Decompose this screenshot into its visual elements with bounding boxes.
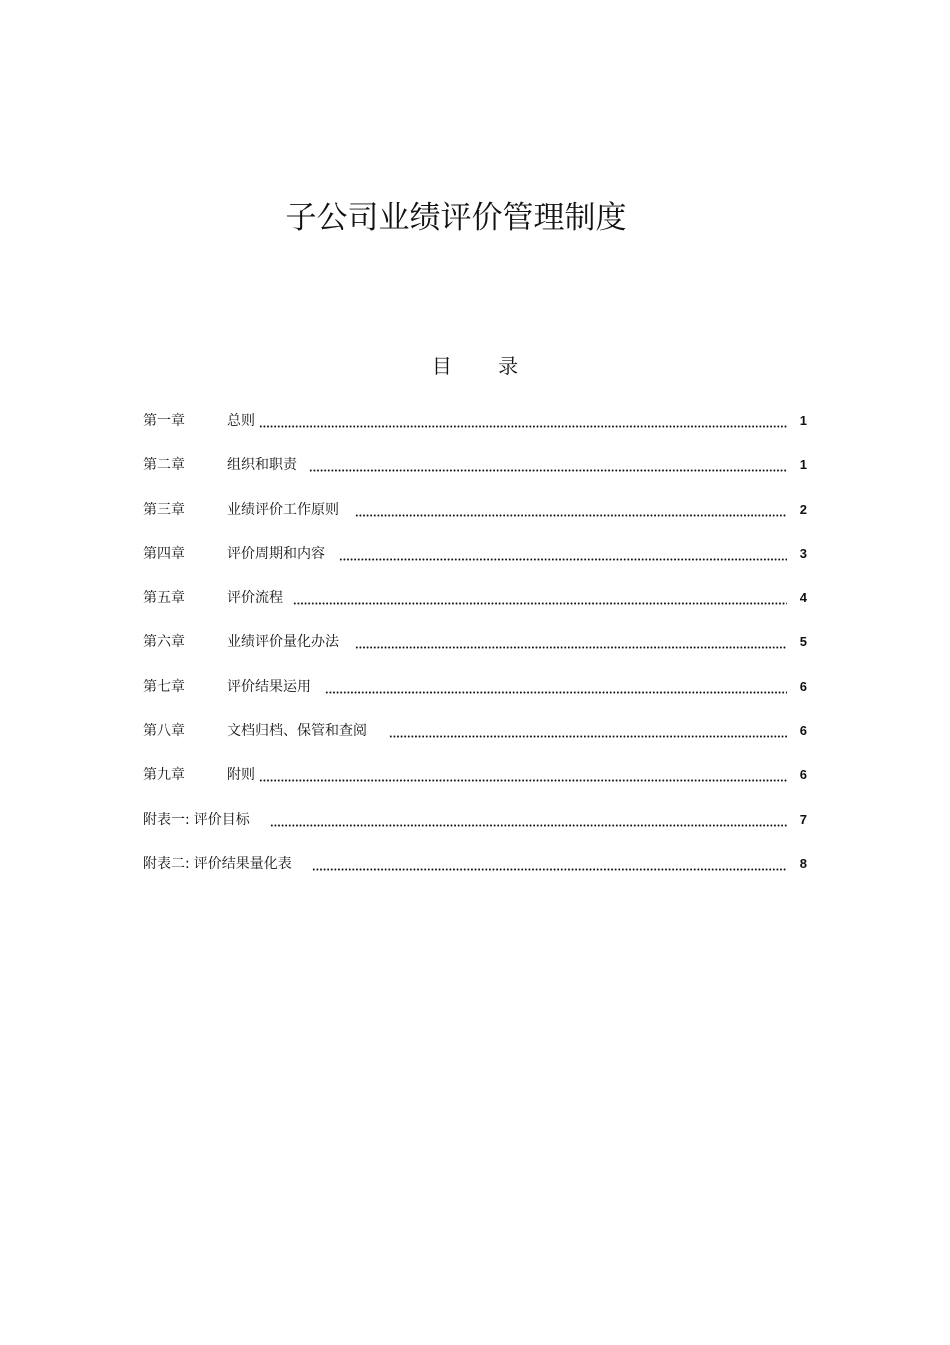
toc-chapter-title: 评价周期和内容 xyxy=(227,545,325,562)
toc-page-number: 1 xyxy=(799,457,807,473)
toc-leader-dots xyxy=(259,762,787,788)
toc-chapter-title: 业绩评价量化办法 xyxy=(227,634,339,651)
toc-appendix-number: 附表二: xyxy=(143,855,190,872)
toc-page-number: 6 xyxy=(799,678,807,694)
toc-chapter-title: 总则 xyxy=(227,413,255,429)
toc-leader-dots xyxy=(293,585,787,611)
toc-appendix-title: 评价结果量化表 xyxy=(193,855,292,872)
toc-page-number: 6 xyxy=(799,767,807,783)
toc-entry[interactable] xyxy=(143,718,807,762)
toc-chapter-title: 评价流程 xyxy=(227,590,283,607)
toc-chapter-title: 组织和职责 xyxy=(227,457,297,474)
toc-entry[interactable] xyxy=(143,585,807,629)
toc-chapter-number: 第八章 xyxy=(143,723,185,740)
toc-leader-dots xyxy=(339,541,787,567)
toc-appendix-number: 附表一: xyxy=(143,811,190,828)
table-of-contents xyxy=(143,408,807,895)
toc-chapter-title: 附则 xyxy=(227,767,255,784)
toc-entry[interactable] xyxy=(143,851,807,895)
toc-chapter-number: 第三章 xyxy=(143,501,185,518)
toc-chapter-number: 第四章 xyxy=(143,545,185,562)
toc-appendix-title: 评价目标 xyxy=(193,811,250,828)
toc-chapter-number: 第六章 xyxy=(143,634,185,651)
toc-leader-dots xyxy=(355,497,787,523)
toc-leader-dots xyxy=(270,807,787,833)
toc-page-number: 4 xyxy=(799,590,807,606)
toc-chapter-title: 业绩评价工作原则 xyxy=(227,501,339,518)
toc-leader-dots xyxy=(325,674,787,700)
toc-page-number: 8 xyxy=(799,855,807,871)
toc-page-number: 7 xyxy=(799,811,807,827)
toc-page-number: 1 xyxy=(799,413,807,428)
toc-leader-dots xyxy=(389,718,787,744)
toc-page-number: 5 xyxy=(799,634,807,650)
toc-entry[interactable] xyxy=(143,629,807,673)
toc-leader-dots xyxy=(312,851,787,877)
toc-heading: 目 录 xyxy=(431,354,519,378)
toc-chapter-number: 第七章 xyxy=(143,678,185,695)
toc-leader-dots xyxy=(259,408,787,434)
toc-leader-dots xyxy=(309,452,787,478)
toc-page-number: 3 xyxy=(799,545,807,561)
toc-entry[interactable] xyxy=(143,762,807,806)
toc-chapter-title: 评价结果运用 xyxy=(227,678,311,695)
toc-chapter-number: 第九章 xyxy=(143,767,185,784)
toc-chapter-title: 文档归档、保管和查阅 xyxy=(227,723,367,740)
toc-entry[interactable] xyxy=(143,807,807,851)
toc-chapter-number: 第五章 xyxy=(143,590,185,607)
toc-chapter-number: 第二章 xyxy=(143,457,185,474)
toc-entry[interactable] xyxy=(143,452,807,496)
document-title: 子公司业绩评价管理制度 xyxy=(285,200,627,236)
toc-page-number: 2 xyxy=(799,501,807,517)
toc-entry[interactable] xyxy=(143,497,807,541)
toc-leader-dots xyxy=(355,629,787,655)
toc-chapter-number: 第一章 xyxy=(143,413,185,429)
toc-entry[interactable] xyxy=(143,408,807,452)
toc-page-number: 6 xyxy=(799,723,807,739)
toc-entry[interactable] xyxy=(143,541,807,585)
toc-entry[interactable] xyxy=(143,674,807,718)
